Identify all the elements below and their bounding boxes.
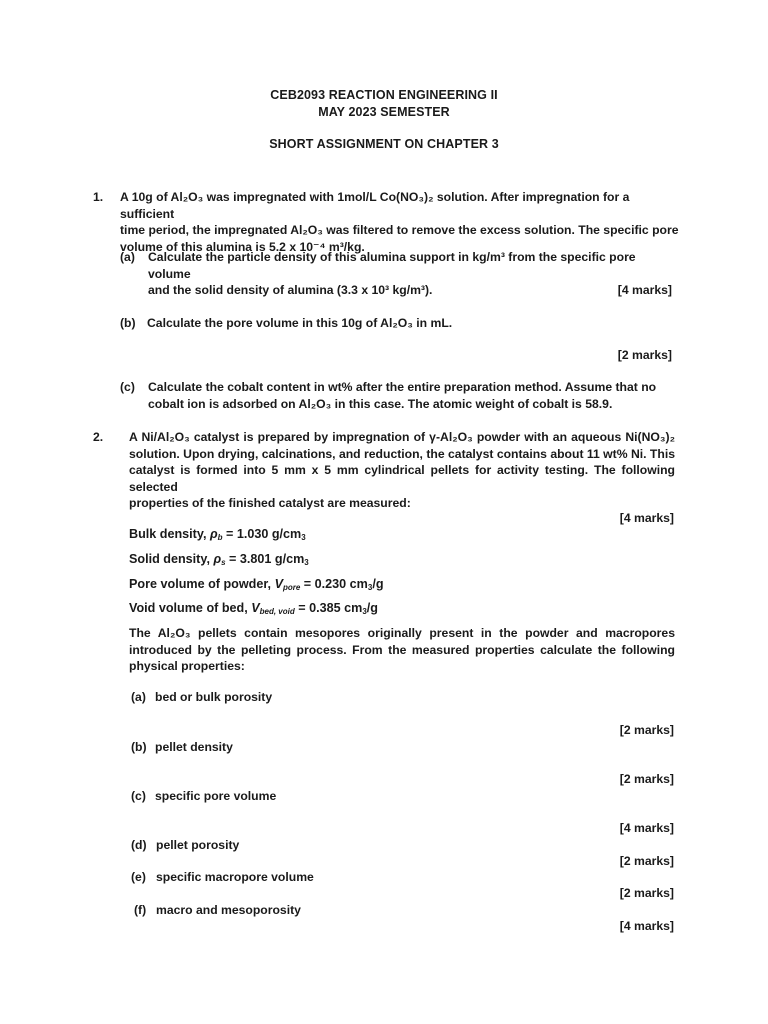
q2d-marks: [2 marks] xyxy=(619,854,674,868)
q1-line-2: time period, the impregnated Al₂O₃ was filtered to remove the excess solution. The specific pore xyxy=(120,223,679,237)
q2e-text: specific macropore volume xyxy=(156,870,314,884)
pore-volume-subscript: pore xyxy=(282,583,301,592)
q2f-text: macro and mesoporosity xyxy=(156,903,301,917)
q2b-text: pellet density xyxy=(155,740,233,754)
void-volume-label: Void volume of bed, xyxy=(129,601,252,615)
pore-volume-exponent: 3 xyxy=(367,583,373,592)
bulk-density xyxy=(129,527,306,542)
pore-volume-powder xyxy=(129,577,384,592)
bulk-density-exponent: 3 xyxy=(301,533,306,542)
q2-paragraph-line-3: physical properties: xyxy=(129,659,245,673)
q1b-label: (b) xyxy=(120,316,136,330)
q1c-line-1: Calculate the cobalt content in wt% after the entire preparation method. Assume that no xyxy=(148,380,657,394)
solid-density xyxy=(129,552,309,567)
course-title: CEB2093 REACTION ENGINEERING II xyxy=(270,88,498,102)
semester-label: MAY 2023 SEMESTER xyxy=(318,105,450,119)
pore-volume-label: Pore volume of powder, xyxy=(129,577,275,591)
void-volume-unit: /g xyxy=(366,601,378,615)
q1a-label: (a) xyxy=(120,250,135,264)
solid-density-exponent: 3 xyxy=(304,558,309,567)
bulk-density-label: Bulk density, xyxy=(129,527,210,541)
q2-intro-marks: [4 marks] xyxy=(619,511,674,525)
q2b-marks: [2 marks] xyxy=(619,772,674,786)
bulk-density-subscript: b xyxy=(217,533,223,542)
q2-paragraph-line-2: introduced by the pelleting process. From the measured properties calculate the following xyxy=(129,642,675,657)
q1b-text: Calculate the pore volume in this 10g of Al₂O₃ in mL. xyxy=(147,316,453,330)
void-volume-symbol: V xyxy=(251,601,260,615)
question-1-text xyxy=(120,189,680,255)
q2-line-2: solution. Upon drying, calcinations, and reduction, the catalyst contains about 11 wt% Ni. This xyxy=(129,446,675,461)
q2c-marks: [4 marks] xyxy=(619,821,674,835)
q2f-label: (f) xyxy=(134,903,147,917)
void-volume-subscript: bed, void xyxy=(259,607,295,616)
q1-line-3: volume of this alumina is 5.2 x 10⁻⁴ m³/kg. xyxy=(120,239,365,254)
q1c-line-2: cobalt ion is adsorbed on Al₂O₃ in this case. The atomic weight of cobalt is 58.9. xyxy=(148,396,613,411)
q1b-marks: [2 marks] xyxy=(617,348,672,362)
void-volume-exponent: 3 xyxy=(362,607,367,616)
bulk-density-value: = 1.030 g/cm xyxy=(222,527,302,541)
question-2-text xyxy=(129,429,675,512)
q2a-label: (a) xyxy=(131,690,146,704)
q2-paragraph xyxy=(129,625,675,675)
q2a-marks: [2 marks] xyxy=(619,723,674,737)
q1a-line-1: Calculate the particle density of this alumina support in kg/m³ from the specific pore volume xyxy=(148,250,636,281)
q2-line-1: A Ni/Al₂O₃ catalyst is prepared by impregnation of γ-Al₂O₃ powder with an aqueous Ni(NO₃)₂ xyxy=(129,430,675,444)
question-2-number: 2. xyxy=(93,430,104,444)
solid-density-subscript: s xyxy=(221,558,226,567)
assignment-title: SHORT ASSIGNMENT ON CHAPTER 3 xyxy=(269,137,499,151)
void-volume-value: = 0.385 cm xyxy=(294,601,363,615)
q1a-line-2: and the solid density of alumina (3.3 x 10³ kg/m³). xyxy=(148,283,433,297)
question-1-number: 1. xyxy=(93,190,104,204)
q2-paragraph-line-1: The Al₂O₃ pellets contain mesopores originally present in the powder and macropores xyxy=(129,626,675,640)
pore-volume-unit: /g xyxy=(372,577,384,591)
q1c-text xyxy=(148,379,680,412)
q1a-marks: [4 marks] xyxy=(617,283,672,297)
solid-density-symbol: ρ xyxy=(213,552,222,566)
q2e-marks: [2 marks] xyxy=(619,886,674,900)
q2-line-4: properties of the finished catalyst are measured: xyxy=(129,496,411,510)
q2d-label: (d) xyxy=(131,838,147,852)
solid-density-value: = 3.801 g/cm xyxy=(225,552,305,566)
q2e-label: (e) xyxy=(131,870,146,884)
pore-volume-value: = 0.230 cm xyxy=(300,577,368,591)
q1c-label: (c) xyxy=(120,380,135,394)
solid-density-label: Solid density, xyxy=(129,552,214,566)
q2b-label: (b) xyxy=(131,740,147,754)
q2f-marks: [4 marks] xyxy=(619,919,674,933)
q2d-text: pellet porosity xyxy=(156,838,240,852)
q1-line-1: A 10g of Al₂O₃ was impregnated with 1mol/L Co(NO₃)₂ solution. After impregnation for a sufficient xyxy=(120,190,630,221)
bulk-density-symbol: ρ xyxy=(209,527,218,541)
q2-line-3: catalyst is formed into 5 mm x 5 mm cylindrical pellets for activity testing. The following selected xyxy=(129,463,675,494)
q2c-label: (c) xyxy=(131,789,146,803)
q2c-text: specific pore volume xyxy=(155,789,277,803)
q2a-text: bed or bulk porosity xyxy=(155,690,273,704)
pore-volume-symbol: V xyxy=(274,577,283,591)
void-volume-bed xyxy=(129,601,378,616)
